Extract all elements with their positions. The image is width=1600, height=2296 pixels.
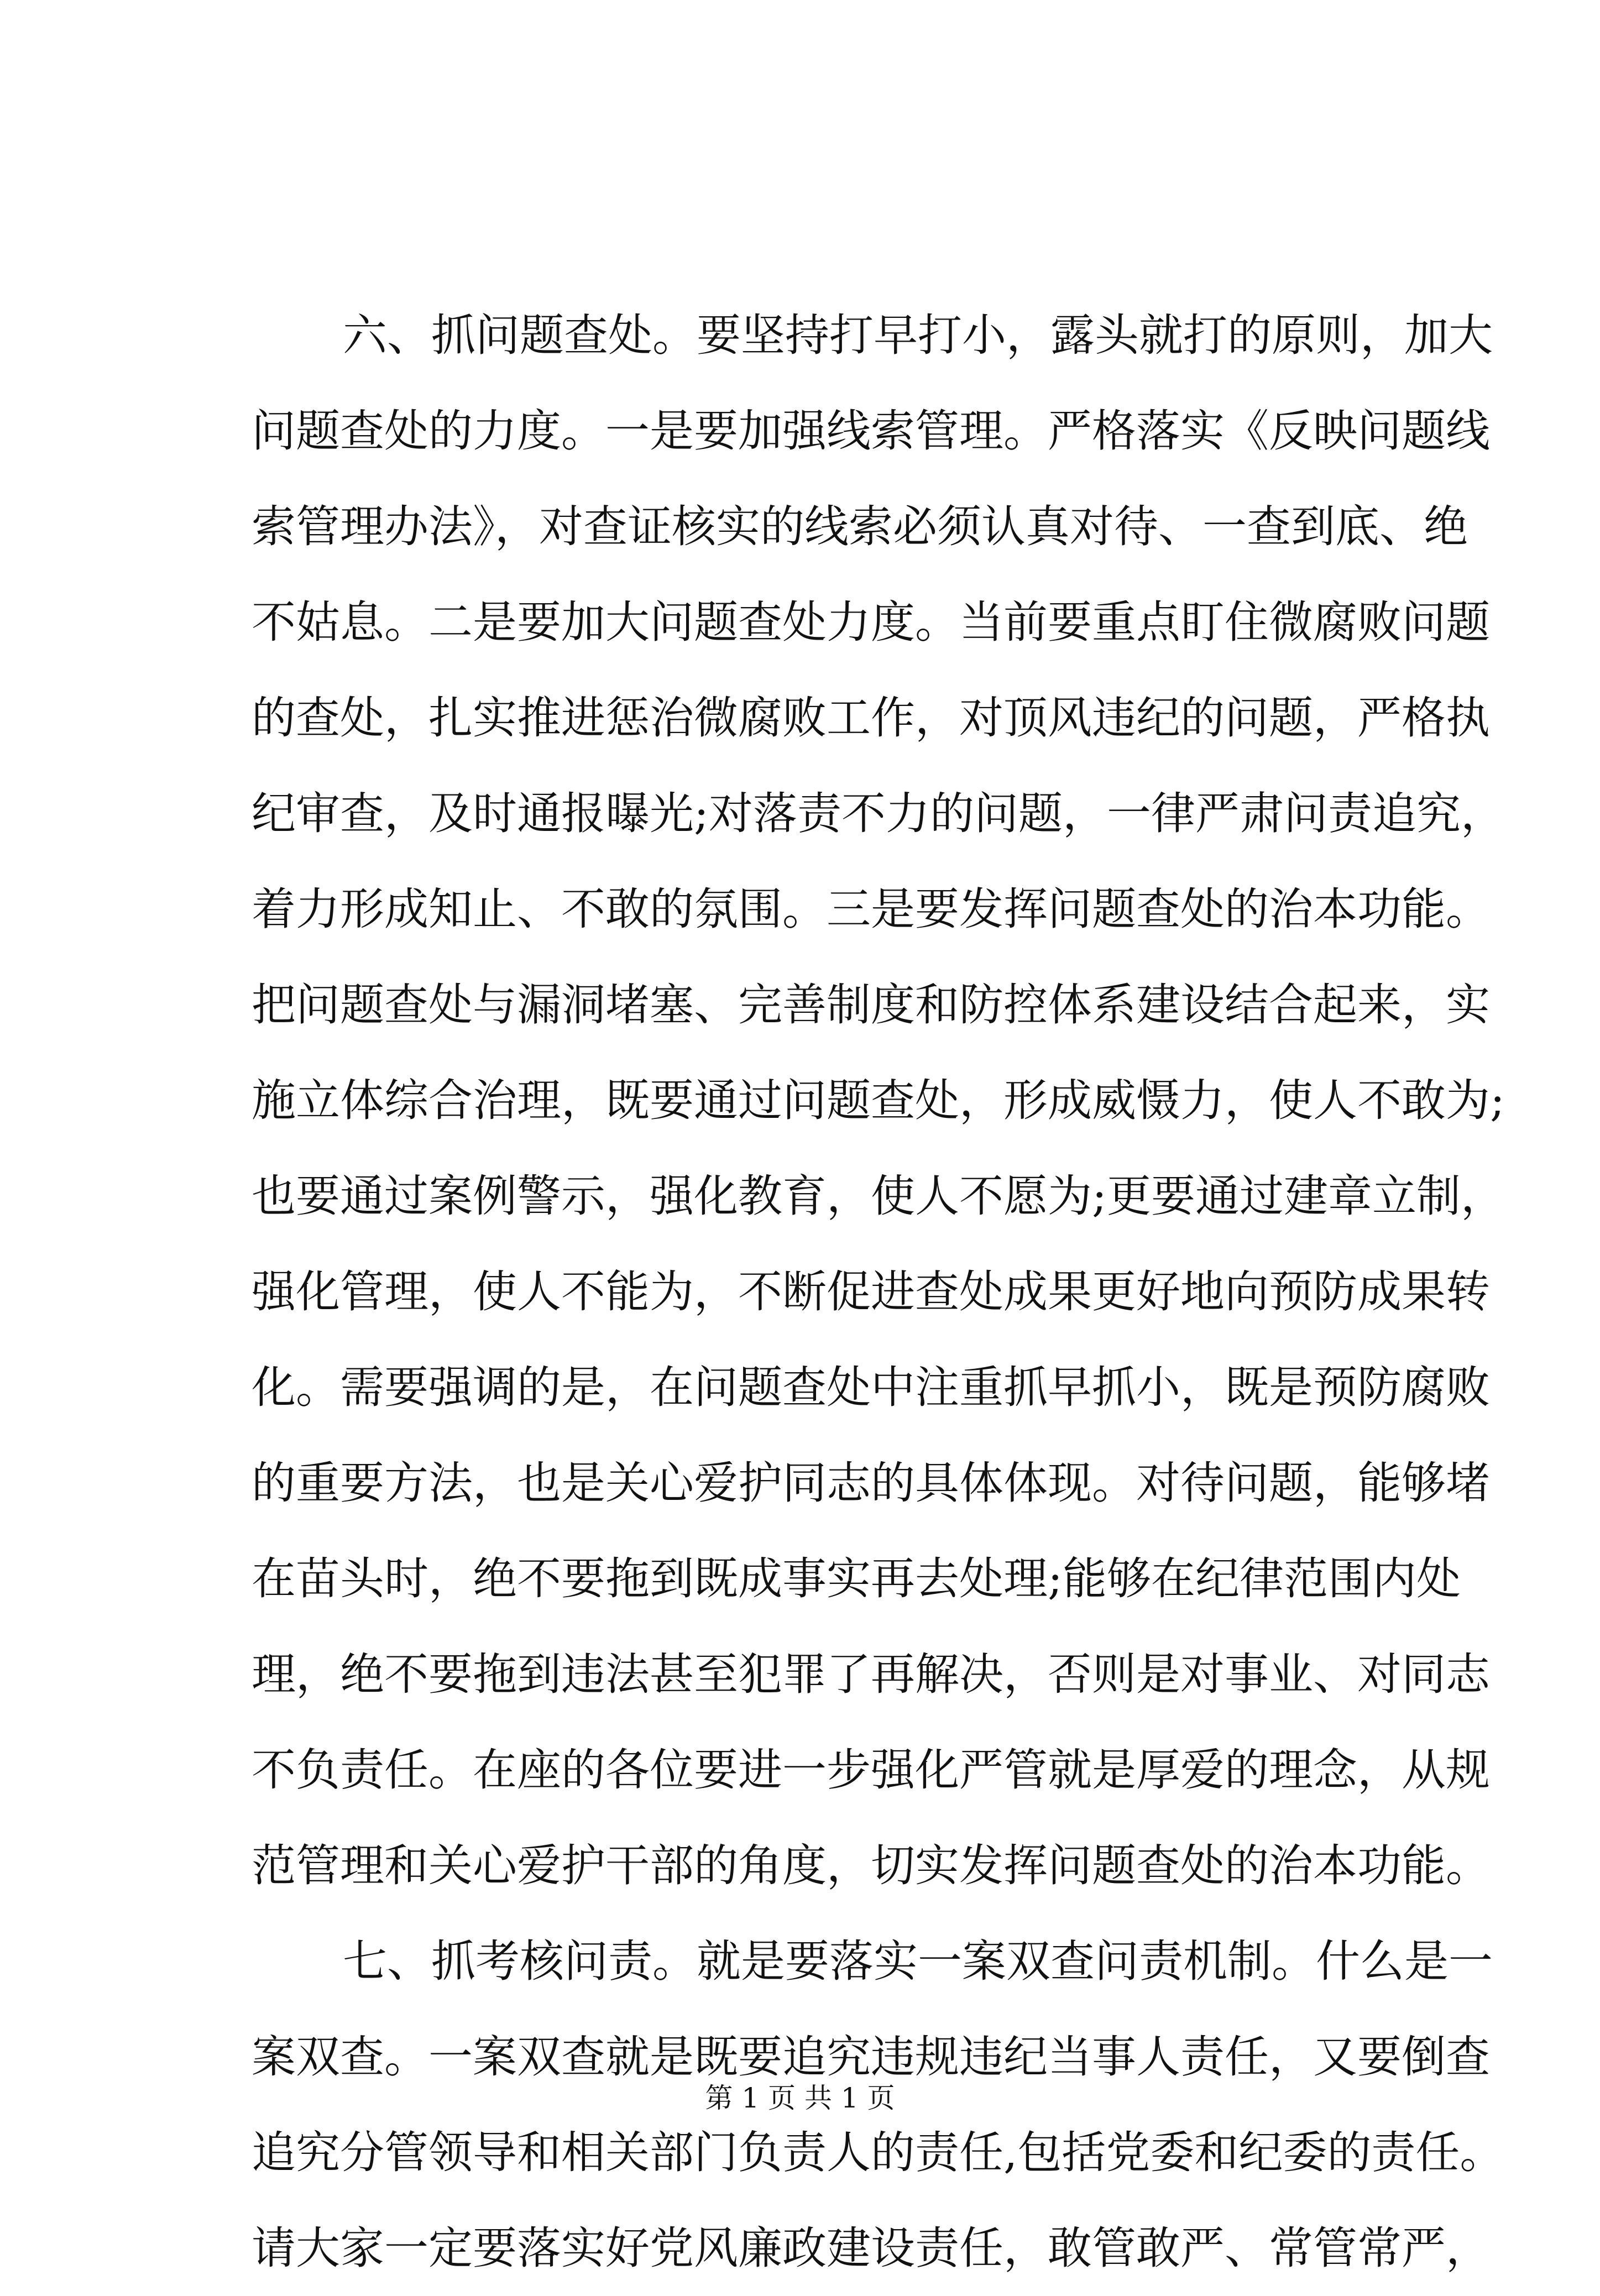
paragraph-6-line-12: 化。需要强调的是，在问题查处中注重抓早抓小，既是预防腐败 bbox=[252, 1362, 1490, 1413]
paragraph-6-line-4: 不姑息。二是要加大问题查处力度。当前要重点盯住微腐败问题 bbox=[252, 597, 1490, 648]
paragraph-6-line-1: 六、抓问题查处。要坚持打早打小，露头就打的原则，加大 bbox=[343, 310, 1493, 361]
paragraph-6-line-14: 在苗头时，绝不要拖到既成事实再去处理;能够在纪律范围内处 bbox=[252, 1553, 1461, 1604]
paragraph-6-line-16: 不负责任。在座的各位要进一步强化严管就是厚爱的理念，从规 bbox=[252, 1744, 1490, 1796]
paragraph-6-line-15: 理，绝不要拖到违法甚至犯罪了再解决，否则是对事业、对同志 bbox=[252, 1649, 1490, 1700]
paragraph-6-line-11: 强化管理，使人不能为，不断促进查处成果更好地向预防成果转 bbox=[252, 1266, 1490, 1317]
page-footer bbox=[0, 2079, 1600, 2117]
paragraph-6-line-8: 把问题查处与漏洞堵塞、完善制度和防控体系建设结合起来，实 bbox=[252, 979, 1490, 1031]
paragraph-6-line-3: 索管理办法》，对查证核实的线索必须认真对待、一查到底、绝 bbox=[252, 501, 1468, 552]
paragraph-7-line-4: 请大家一定要落实好党风廉政建设责任，敢管敢严、常管常严， bbox=[252, 2222, 1490, 2274]
paragraph-7-line-1: 七、抓考核问责。就是要落实一案双查问责机制。什么是一 bbox=[343, 1936, 1493, 1987]
paragraph-6-line-9: 施立体综合治理，既要通过问题查处，形成威慑力，使人不敢为; bbox=[252, 1075, 1505, 1126]
body-text bbox=[252, 287, 1505, 2296]
paragraph-6-line-6: 纪审查，及时通报曝光;对落责不力的问题，一律严肃问责追究， bbox=[252, 788, 1505, 839]
paragraph-6-line-2: 问题查处的力度。一是要加强线索管理。严格落实《反映问题线 bbox=[252, 405, 1490, 457]
paragraph-6-line-17: 范管理和关心爱护干部的角度，切实发挥问题查处的治本功能。 bbox=[252, 1840, 1490, 1891]
paragraph-6-line-7: 着力形成知止、不敢的氛围。三是要发挥问题查处的治本功能。 bbox=[252, 883, 1490, 935]
paragraph-6-line-13: 的重要方法，也是关心爱护同志的具体体现。对待问题，能够堵 bbox=[252, 1457, 1490, 1509]
paragraph-7-line-2: 案双查。一案双查就是既要追究违规违纪当事人责任，又要倒查 bbox=[252, 2031, 1490, 2083]
paragraph-6-line-10: 也要通过案例警示，强化教育，使人不愿为;更要通过建章立制， bbox=[252, 1170, 1505, 1222]
paragraph-7-line-3: 追究分管领导和相关部门负责人的责任,包括党委和纪委的责任。 bbox=[252, 2127, 1504, 2178]
page-number: 第 1 页 共 1 页 bbox=[705, 2082, 895, 2114]
paragraph-6-line-5: 的查处，扎实推进惩治微腐败工作，对顶风违纪的问题，严格执 bbox=[252, 692, 1490, 744]
